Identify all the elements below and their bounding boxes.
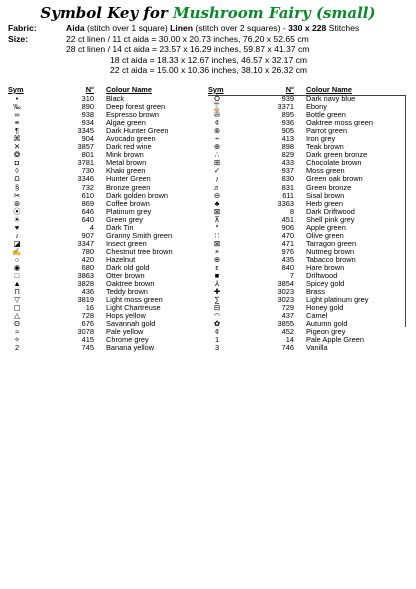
- colour-name: Camel: [306, 311, 328, 321]
- symbol-icon: ✧: [13, 335, 21, 345]
- header-sym: Sym: [8, 85, 24, 94]
- colour-name: Sisal brown: [306, 190, 345, 200]
- fabric-linen-note: (stitch over 2 squares) -: [195, 23, 286, 33]
- colour-name: Hare brown: [306, 262, 345, 272]
- size-value-3: 18 ct aida = 18.33 x 12.67 inches, 46.57 x 32.17 cm: [110, 54, 308, 65]
- header-name: Colour Name: [106, 85, 152, 94]
- colour-name: Apple green: [306, 222, 346, 232]
- title-prefix: Symbol Key for: [40, 4, 173, 22]
- symbol-icon: ≡: [14, 118, 20, 128]
- colour-name: Teddy brown: [106, 287, 148, 297]
- symbol-icon: ♬: [213, 182, 221, 192]
- colour-name: Mink brown: [106, 150, 144, 160]
- colour-name: Brass: [306, 287, 325, 297]
- symbol-icon: ☀: [13, 214, 21, 224]
- fabric-size-info: [8, 23, 408, 76]
- colour-name: Moss green: [306, 166, 345, 176]
- symbol-icon: □: [14, 271, 20, 281]
- colour-name: Spicey gold: [306, 279, 345, 289]
- size-row-3: [8, 55, 408, 66]
- symbol-icon: ♪: [215, 174, 219, 184]
- colour-number: 890: [81, 102, 94, 112]
- colour-number: 938: [81, 110, 94, 120]
- colour-name: Banana yellow: [106, 343, 155, 353]
- colour-number: 3347: [77, 238, 94, 248]
- symbol-icon: ✿: [213, 319, 221, 329]
- symbol-icon: ⊛: [13, 198, 21, 208]
- colour-number: 3346: [77, 174, 94, 184]
- colour-number: 728: [81, 311, 94, 321]
- colour-name: Black: [106, 94, 125, 103]
- colour-number: 4: [89, 222, 94, 232]
- fabric-linen: Linen: [170, 23, 194, 33]
- colour-name: Tarragon green: [306, 238, 357, 248]
- symbol-icon: 3: [214, 343, 220, 353]
- colour-name: Platinum grey: [106, 206, 152, 216]
- symbol-icon: ¢: [214, 118, 220, 128]
- colour-name: Green oak brown: [306, 174, 363, 184]
- right-column: [208, 85, 403, 353]
- header-sym: Sym: [208, 85, 224, 94]
- colour-number: 610: [81, 190, 94, 200]
- colour-number: 452: [281, 327, 294, 337]
- colour-name: Hunter Green: [106, 174, 151, 184]
- symbol-icon: ⊕: [213, 254, 221, 264]
- colour-number: 869: [81, 198, 94, 208]
- symbol-icon: ∑: [214, 295, 220, 305]
- fabric-row: [8, 23, 408, 34]
- colour-name: Iron grey: [306, 134, 336, 144]
- table-row: [208, 344, 403, 352]
- symbol-icon: ◉: [13, 262, 21, 272]
- colour-number: 310: [81, 94, 94, 103]
- colour-number: 729: [281, 303, 294, 313]
- header-num: N°: [285, 85, 294, 94]
- colour-name: Metal brown: [106, 158, 147, 168]
- colour-number: 640: [81, 214, 94, 224]
- colour-number: 646: [81, 206, 94, 216]
- symbol-icon: ≈: [14, 327, 20, 337]
- colour-name: Hazelnut: [106, 254, 136, 264]
- colour-name: Teak brown: [306, 142, 344, 152]
- colour-name: Herb green: [306, 198, 343, 208]
- colour-name: Dark Tin: [106, 222, 134, 232]
- symbol-icon: ♥: [14, 222, 20, 232]
- colour-number: 937: [281, 166, 294, 176]
- symbol-icon: ◊: [15, 166, 19, 176]
- symbol-icon: ▢: [13, 303, 21, 313]
- colour-number: 831: [281, 182, 294, 192]
- colour-number: 936: [281, 118, 294, 128]
- colour-name: Otter brown: [106, 271, 145, 281]
- symbol-icon: •: [15, 94, 19, 103]
- colour-number: 746: [281, 343, 294, 353]
- colour-number: 470: [281, 230, 294, 240]
- fabric-label: Fabric:: [8, 23, 37, 33]
- symbol-icon: ◪: [13, 238, 21, 248]
- colour-name: Granny Smith green: [106, 230, 173, 240]
- symbol-icon: ×: [214, 246, 220, 256]
- colour-number: 732: [81, 182, 94, 192]
- colour-number: 7: [289, 271, 294, 281]
- colour-name: Dark Driftwood: [306, 206, 355, 216]
- symbol-icon: ÷: [214, 134, 220, 144]
- colour-number: 3078: [77, 327, 94, 337]
- colour-name: Olive green: [306, 230, 344, 240]
- colour-number: 904: [81, 134, 94, 144]
- symbol-icon: ✚: [213, 287, 221, 297]
- symbol-icon: ✓: [213, 166, 221, 176]
- size-label: Size:: [8, 33, 29, 44]
- colour-name: Espresso brown: [106, 110, 159, 120]
- colour-number: 420: [81, 254, 94, 264]
- colour-name: Chocolate brown: [306, 158, 362, 168]
- colour-number: 976: [281, 246, 294, 256]
- stitch-count: 330 x 228: [288, 23, 327, 33]
- symbol-icon: ▽: [14, 295, 20, 305]
- symbol-icon: ✍: [12, 246, 22, 256]
- symbol-icon: ◠: [213, 311, 221, 321]
- symbol-icon: ⊠: [213, 238, 221, 248]
- colour-number: 830: [281, 174, 294, 184]
- symbol-icon: ❂: [13, 150, 21, 160]
- symbol-icon: ∴: [214, 150, 220, 160]
- colour-number: 433: [281, 158, 294, 168]
- symbol-icon: 2: [14, 343, 20, 353]
- symbol-icon: ✕: [13, 142, 21, 152]
- symbol-icon: ʘ: [14, 319, 20, 329]
- symbol-icon: ♪: [15, 230, 19, 240]
- colour-name: Deep forest green: [106, 102, 166, 112]
- colour-number: 3371: [277, 102, 294, 112]
- colour-name: Oaktree brown: [106, 279, 155, 289]
- colour-name: Coffee brown: [106, 198, 150, 208]
- colour-name: Dark green bronze: [306, 150, 368, 160]
- header-num: N°: [85, 85, 94, 94]
- fabric-aida: Aida: [66, 23, 85, 33]
- size-row-4: [8, 65, 408, 76]
- size-value-1: 22 ct linen / 11 ct aida = 30.00 x 20.73 inches, 76.20 x 52.65 cm: [66, 33, 309, 44]
- colour-name: Dark golden brown: [106, 190, 169, 200]
- colour-number: 3363: [277, 198, 294, 208]
- colour-number: 14: [285, 335, 294, 345]
- colour-name: Hops yellow: [106, 311, 146, 321]
- symbol-icon: ∷: [214, 230, 220, 240]
- colour-name: Nutmeg brown: [306, 246, 355, 256]
- page-title: [0, 4, 416, 22]
- colour-number: 3023: [277, 295, 294, 305]
- colour-name: Insect green: [106, 238, 147, 248]
- colour-name: Autumn gold: [306, 319, 348, 329]
- colour-number: 3857: [77, 142, 94, 152]
- colour-number: 471: [281, 238, 294, 248]
- colour-name: Dark Hunter Green: [106, 126, 169, 136]
- colour-name: Parrot green: [306, 126, 348, 136]
- colour-number: 451: [281, 214, 294, 224]
- colour-name: Bottle green: [306, 110, 346, 120]
- size-value-2: 28 ct linen / 14 ct aida = 23.57 x 16.29 inches, 59.87 x 41.37 cm: [66, 44, 310, 55]
- header-name: Colour Name: [306, 85, 352, 94]
- symbol-icon: §: [14, 182, 20, 192]
- symbol-icon: ⊟: [213, 303, 221, 313]
- symbol-icon: ∞: [14, 110, 20, 120]
- colour-number: 415: [81, 335, 94, 345]
- stitches-label: Stitches: [328, 23, 360, 33]
- colour-name: Avocado green: [106, 134, 156, 144]
- colour-number: 905: [281, 126, 294, 136]
- symbol-icon: ¢: [214, 327, 220, 337]
- size-row-1: [8, 34, 408, 45]
- symbol-icon: ⌘: [13, 134, 21, 144]
- colour-name: Green bronze: [306, 182, 352, 192]
- symbol-icon: Ö: [214, 94, 220, 103]
- colour-name: Dark red wine: [106, 142, 152, 152]
- symbol-icon: ⊠: [213, 206, 221, 216]
- symbol-icon: 1: [214, 335, 220, 345]
- colour-number: 436: [81, 287, 94, 297]
- symbol-icon: ✇: [213, 110, 221, 120]
- colour-number: 3781: [77, 158, 94, 168]
- colour-number: 3855: [277, 319, 294, 329]
- colour-name: Pigeon grey: [306, 327, 346, 337]
- colour-name: Dark navy blue: [306, 94, 356, 103]
- colour-number: 435: [281, 254, 294, 264]
- colour-name: Savannah gold: [106, 319, 156, 329]
- symbol-icon: ⦿: [13, 206, 21, 216]
- colour-name: Pale yellow: [106, 327, 144, 337]
- colour-number: 906: [281, 222, 294, 232]
- colour-name: Light moss green: [106, 295, 163, 305]
- colour-number: 898: [281, 142, 294, 152]
- colour-number: 829: [281, 150, 294, 160]
- title-design-name: Mushroom Fairy (small): [173, 4, 376, 22]
- table-row: [8, 344, 203, 352]
- colour-name: Chrome grey: [106, 335, 149, 345]
- colour-name: Bronze green: [106, 182, 151, 192]
- colour-name: Oaktree moss green: [306, 118, 373, 128]
- colour-name: Vanilla: [306, 343, 328, 353]
- colour-number: 8: [289, 206, 294, 216]
- colour-name: Light Chartreuse: [106, 303, 161, 313]
- symbol-icon: ◘: [14, 158, 20, 168]
- symbol-icon: ⊗: [213, 126, 221, 136]
- size-row-2: [8, 44, 408, 55]
- symbol-icon: ⊓: [14, 287, 20, 297]
- symbol-icon: Ω: [14, 174, 20, 184]
- symbol-icon: ○: [14, 254, 20, 264]
- colour-number: 3345: [77, 126, 94, 136]
- symbol-icon: ⊕: [213, 142, 221, 152]
- symbol-icon: ❛: [215, 222, 219, 232]
- colour-number: 413: [281, 134, 294, 144]
- colour-number: 676: [81, 319, 94, 329]
- colour-number: 801: [81, 150, 94, 160]
- colour-name: Shell pink grey: [306, 214, 355, 224]
- colour-name: Tabacco brown: [306, 254, 356, 264]
- colour-number: 745: [81, 343, 94, 353]
- colour-name: Green grey: [106, 214, 143, 224]
- colour-name: Khaki green: [106, 166, 146, 176]
- colour-number: 3863: [77, 271, 94, 281]
- colour-number: 611: [282, 190, 294, 200]
- colour-name: Honey gold: [306, 303, 344, 313]
- colour-number: 437: [281, 311, 294, 321]
- colour-name: Dark old gold: [106, 262, 150, 272]
- colour-name: Driftwood: [306, 271, 338, 281]
- symbol-icon: ⊼: [214, 214, 220, 224]
- symbol-icon: ⊞: [213, 158, 221, 168]
- colour-name: Chestnut tree brown: [106, 246, 173, 256]
- colour-number: 3854: [277, 279, 294, 289]
- symbol-icon: ⌛: [212, 102, 222, 112]
- symbol-icon: ⅄: [214, 279, 220, 289]
- colour-number: 3023: [277, 287, 294, 297]
- symbol-icon: ■: [214, 271, 220, 281]
- colour-number: 934: [81, 118, 94, 128]
- left-column: [8, 85, 203, 353]
- fabric-aida-note: (stitch over 1 square): [87, 23, 168, 33]
- symbol-icon: △: [14, 311, 20, 321]
- colour-number: 907: [81, 230, 94, 240]
- colour-number: 840: [281, 262, 294, 272]
- symbol-icon: ε: [215, 262, 219, 272]
- colour-number: 730: [81, 166, 94, 176]
- colour-number: 16: [85, 303, 94, 313]
- symbol-icon: ▲: [13, 279, 21, 289]
- symbol-icon: ⊖: [213, 190, 221, 200]
- colour-number: 3828: [77, 279, 94, 289]
- colour-number: 3819: [77, 295, 94, 305]
- colour-name: Algae green: [106, 118, 146, 128]
- colour-number: 780: [81, 246, 94, 256]
- colour-number: 680: [81, 262, 94, 272]
- colour-name: Ebony: [306, 102, 327, 112]
- symbol-icon: ‰: [13, 102, 21, 112]
- size-value-4: 22 ct aida = 15.00 x 10.36 inches, 38.10 x 26.32 cm: [110, 65, 308, 76]
- colour-name: Light platinum grey: [306, 295, 369, 305]
- symbol-icon: ✂: [13, 190, 21, 200]
- colour-number: 895: [281, 110, 294, 120]
- colour-number: 939: [281, 94, 294, 103]
- symbol-icon: ♣: [214, 198, 220, 208]
- symbol-icon: ¶: [15, 126, 19, 136]
- colour-name: Pale Apple Green: [306, 335, 364, 345]
